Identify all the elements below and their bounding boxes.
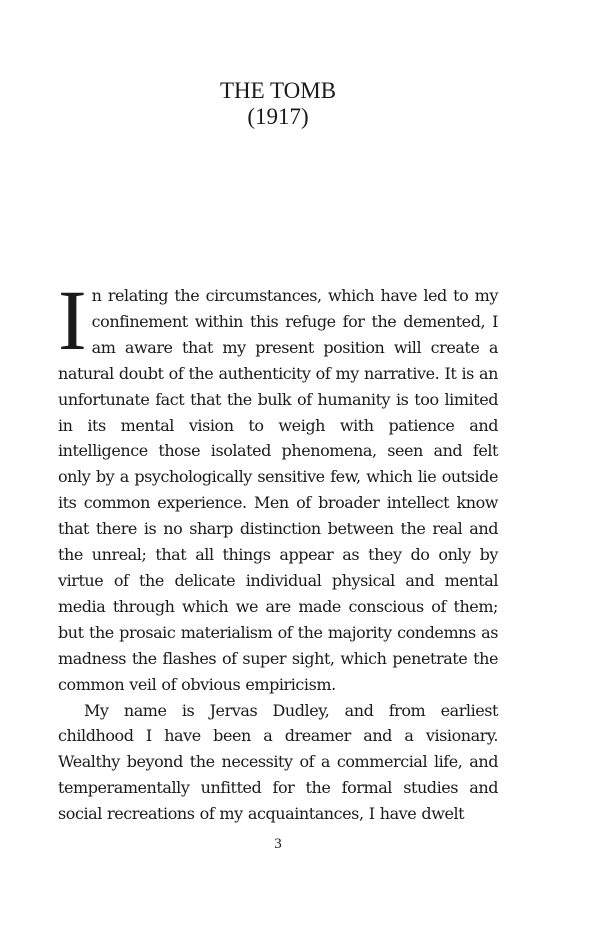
body-text <box>58 272 498 827</box>
drop-cap: I <box>58 272 87 368</box>
paragraph-1 <box>58 272 498 698</box>
paragraph-1-text: n relating the circumstances, which have led to my confinement within this refuge for the demented, I am aware that my present position will create a natural doubt of the authenticity of my narrative. It is an unfortunate fact that the bulk of humanity is too limited in its mental vision to weigh with patience and intelligence those isolated phenomena, seen and felt only by a psychologically sensitive few, which lie outside its common experience. Men of broader intellect know that there is no sharp distinction between the real and the unreal; that all things appear as they do only by virtue of the delicate individual physical and mental media through which we are made conscious of them; but the prosaic materialism of the majority condemns as madness the flashes of super sight, which penetrate the common veil of obvious empiricism. <box>58 286 498 694</box>
chapter-title: THE TOMB <box>219 78 337 103</box>
chapter-year: (1917) <box>247 104 309 129</box>
page-number: 3 <box>274 836 282 852</box>
paragraph-2: My name is Jervas Dudley, and from earliest childhood I have been a dreamer and a visionary. Wealthy beyond the necessity of a commercial life, and temperamentally unfitted for the formal studies and social recreations of my acquaintances, I have dwelt <box>58 700 498 824</box>
chapter-heading <box>0 78 556 130</box>
